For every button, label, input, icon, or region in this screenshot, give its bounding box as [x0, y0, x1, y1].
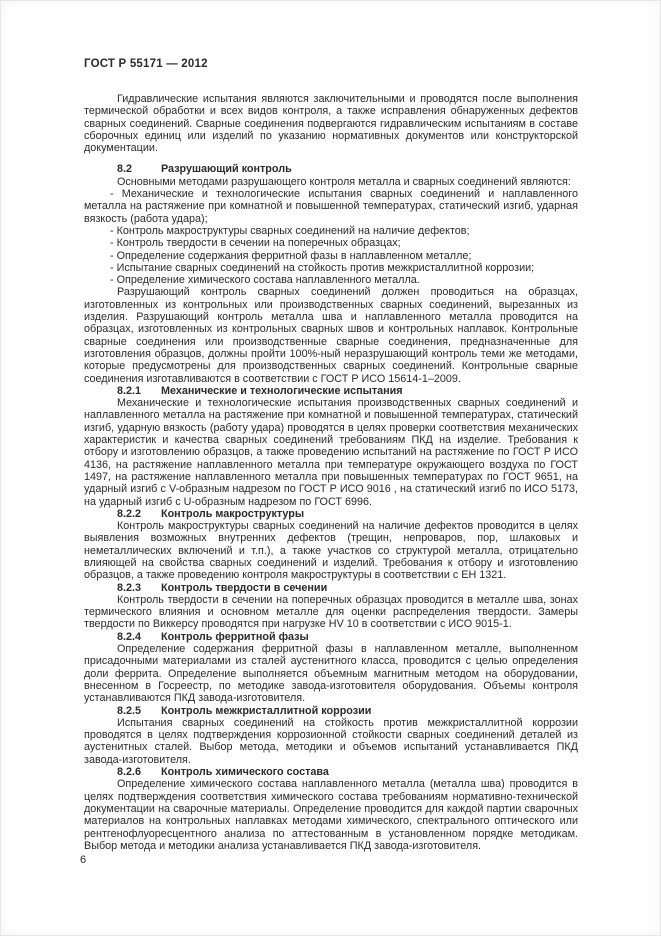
section-heading-8-2-6: [84, 766, 578, 778]
section-title: Контроль твердости в сечении: [161, 581, 328, 594]
list-item: - Контроль макроструктуры сварных соединений на наличие дефектов;: [110, 224, 470, 237]
section-title: Контроль макроструктуры: [161, 507, 305, 520]
section-title: Контроль химического состава: [161, 766, 329, 779]
paragraph-macrostructure-control: Контроль макроструктуры сварных соединений на наличие дефектов проводится в целях выявления возможных внутренних дефектов (трещин, непроваров, пор, шлаковых и неметаллических включений и т.п.), а также участков со структурой металла, отрицательно влияющей на свойства сварных соединений и изделий. Требования к отбору и изготовлению образцов, а также проведению контроля макроструктуры в соответствии с ЕН 1321.: [84, 520, 578, 582]
section-heading-8-2: [84, 163, 578, 175]
page-number: 6: [80, 854, 87, 866]
section-heading-8-2-3: [84, 582, 578, 594]
list-item: - Определение содержания ферритной фазы в наплавленном металле;: [110, 249, 472, 262]
section-number: 8.2.6: [117, 766, 142, 779]
list-item: - Определение химического состава наплавленного металла.: [110, 274, 420, 287]
paragraph-mechanical-tests: Механические и технологические испытания производственных сварных соединений и наплавленного металла на растяжение при комнатной и повышенной температурах, статический изгиб, ударную вязкость (работу удара) проводятся в целях проверки соответствия механических характеристик и качества сварных соединений требованиям ПКД на изделие. Требования к отбору и изготовлению образцов, а также проведению испытаний на растяжение по ГОСТ Р ИСО 4136, на растяжение наплавленного металла при температуре окружающего воздуха по ГОСТ 1497, на растяжение наплавленного металла при повышенных температурах по ГОСТ 9651, на ударный изгиб с V-образным надрезом по ГОСТ Р ИСО 9016 , на статический изгиб по ИСО 5173, на ударный изгиб с U-образным надрезом по ГОСТ 6996.: [84, 397, 578, 508]
section-heading-8-2-1: [84, 385, 578, 397]
section-title: Механические и технологические испытания: [161, 384, 403, 397]
list-item: - Контроль твердости в сечении на поперечных образцах;: [110, 237, 401, 250]
section-number: 8.2.5: [117, 704, 142, 717]
paragraph-destructive-control: Разрушающий контроль сварных соединений должен проводиться на образцах, изготовленных из контрольных или производственных сварных соединений, вырезанных из изделия. Разрушающий контроль металла шва и наплавленного металла проводится на образцах, изготовленных из контрольных сварных швов и контрольных наплавок. Контрольные сварные соединения или производственные сварные соединения, предназначенные для изготовления образцов, должны пройти 100%-ный неразрушающий контроль теми же методами, которые предусмотрены для производственных сварных соединений. Контрольные сварные соединения изготавливаются в соответствии с ГОСТ Р ИСО 15614-1–2009.: [84, 286, 578, 385]
document-header: ГОСТ Р 55171 — 2012: [84, 58, 208, 70]
section-heading-8-2-5: [84, 705, 578, 717]
section-number: 8.2.4: [117, 630, 142, 643]
document-content: [84, 58, 578, 852]
section-heading-8-2-4: [84, 631, 578, 643]
list-item: - Испытание сварных соединений на стойкость против межкристаллитной коррозии;: [110, 261, 535, 274]
paragraph-hardness-control: Контроль твердости в сечении на поперечных образцах проводится в металле шва, зонах термического влияния и основном металле для оценки распределения твердости. Замеры твердости по Виккерсу проводятся при нагрузке HV 10 в соответствии с ИСО 9015-1.: [84, 593, 578, 631]
section-title: Контроль ферритной фазы: [161, 630, 309, 643]
paragraph-intergranular-corrosion: Испытания сварных соединений на стойкость против межкристаллитной коррозии проводятся в целях подтверждения коррозионной стойкости сварных соединений деталей из аустенитных сталей. Выбор метода, методики и объемов испытаний устанавливается ПКД завода-изготовителя.: [84, 716, 578, 766]
section-number: 8.2: [117, 163, 133, 176]
section-title: Контроль межкристаллитной коррозии: [161, 704, 372, 717]
paragraph-chemical-composition: Определение химического состава наплавленного металла (металла шва) проводится в целях подтверждения соответствия химического состава требованиям нормативно-технической документации на сварочные материалы. Определение проводится для каждой партии сварочных материалов на контрольных наплавках методами химического, спектрального оптического или рентгенофлуоресцентного анализа по аттестованным в установленном порядке методикам. Выбор метода и методики анализа устанавливается ПКД завода-изготовителя.: [84, 778, 578, 852]
section-number: 8.2.1: [117, 384, 142, 397]
section-heading-8-2-2: [84, 508, 578, 520]
section-title: Разрушающий контроль: [161, 163, 292, 176]
section-number: 8.2.3: [117, 581, 142, 594]
section-number: 8.2.2: [117, 507, 142, 520]
paragraph-destructive-lead: Основными методами разрушающего контроля металла и сварных соединений являются:: [117, 175, 571, 188]
paragraph-hydraulic-tests: Гидравлические испытания являются заключительными и проводятся после выполнения термической обработки и всех видов контроля, а также исправления обнаруженных дефектов сварных соединений. Сварные соединения подвергаются гидравлическим испытаниям в составе сборочных единиц или изделий по указанию нормативных документов или конструкторской документации.: [84, 93, 578, 155]
list-item: - Механические и технологические испытания сварных соединений и наплавленного металла на растяжение при комнатной и повышенной температурах, статический изгиб, ударная вязкость (работа удара);: [84, 188, 578, 225]
paragraph-ferrite-phase-control: Определение содержания ферритной фазы в наплавленном металле, выполненном присадочными материалами из сталей аустенитного класса, проводится с целью определения доли феррита. Определение выполняется объемным магнитным методом на оборудовании, внесенном в Госреестр, по методике завода-изготовителя оборудования. Объемы контроля устанавливаются ПКД завода-изготовителя.: [84, 643, 578, 705]
